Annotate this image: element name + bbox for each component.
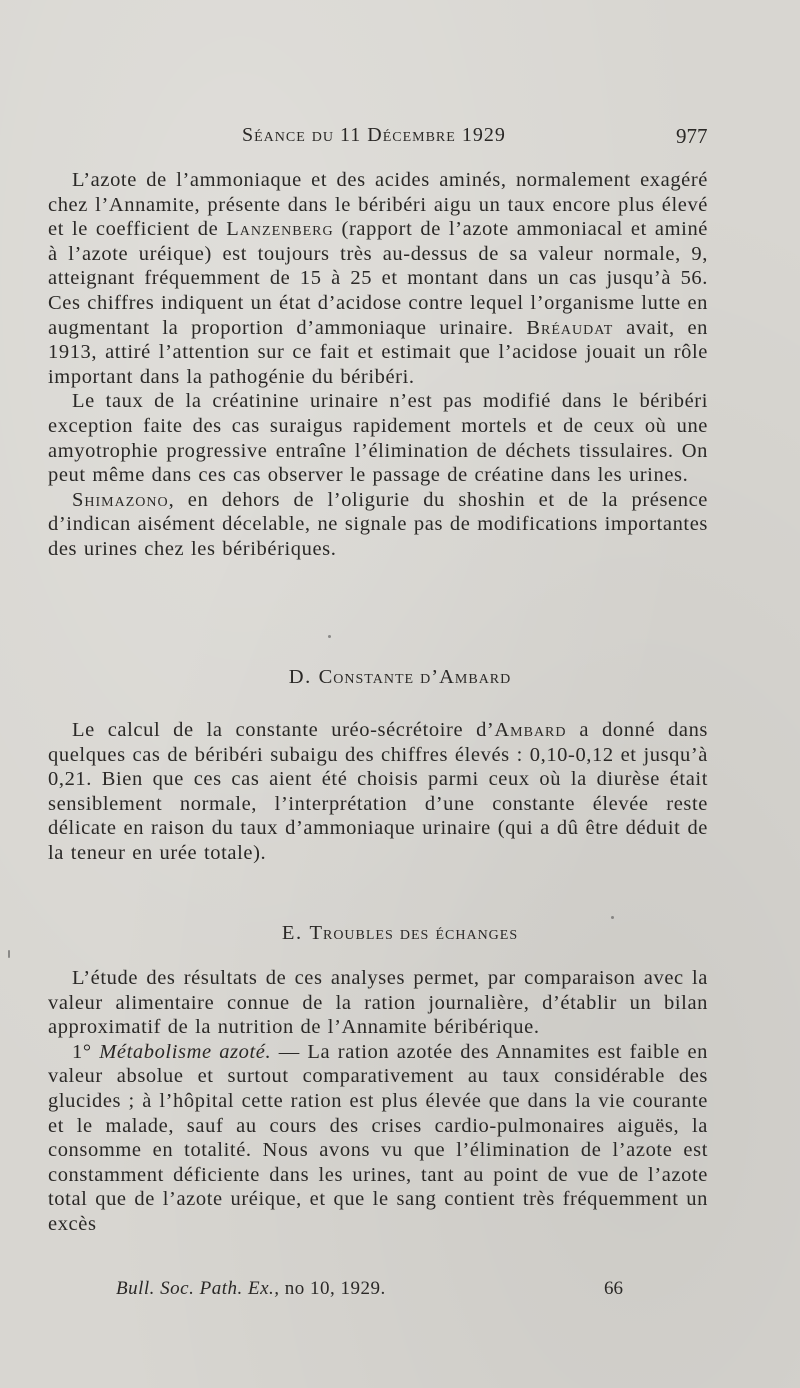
paragraph-ambard	[48, 718, 708, 866]
paragraph-ammonia	[48, 168, 708, 389]
body-text-section-e	[48, 966, 708, 1237]
signature-mark: 66	[604, 1278, 623, 1299]
text-span: avait, en 1913, attiré l’attention sur ce fait et estimait que l’acidose jouait un rôle important dans la pathogénie du béribéri.	[48, 316, 708, 388]
page-number: 977	[676, 124, 708, 148]
journal-name: Bull. Soc. Path. Ex.,	[116, 1278, 280, 1299]
paragraph-creatinine: Le taux de la créatinine urinaire n’est pas modifié dans le béribéri exception faite des cas suraigus rapidement mortels et de ceux où une amyotrophie progressive entraîne l’élimination de déchets tissulaires. On peut même dans ces cas observer le passage de créatine dans les urines.	[48, 390, 708, 487]
journal-citation	[116, 1278, 386, 1300]
author-name-shimazono: Shimazono	[72, 488, 169, 511]
paragraph-metabolisme	[48, 1040, 708, 1237]
section-letter: E.	[281, 922, 303, 944]
journal-issue: no 10, 1929.	[279, 1278, 386, 1299]
text-span: 1°	[72, 1040, 92, 1063]
author-name-breaudat: Bréaudat	[526, 316, 614, 339]
text-span: — La ration azotée des Annamites est faible en valeur absolue et surtout comparativement au taux considérable des glucides ; à l’hôpital cette ration est plus élevée que dans la vie courante et le malade, sauf au cours des crises cardio-pulmonaires aiguës, la consomme en totalité. Nous avons vu que l’élimination de l’azote est constamment déficiente dans les urines, tant au point de vue de l’azote total que de l’azote uréique, et que le sang contient très fréquemment un excès	[48, 1040, 709, 1235]
author-name-ambard: Ambard	[494, 719, 567, 741]
subheading-metabolisme: Métabolisme azoté.	[99, 1040, 272, 1063]
paragraph-shimazono	[48, 488, 708, 562]
paragraph-bilan: L’étude des résultats de ces analyses permet, par comparaison avec la valeur alimentaire connue de la ration journalière, d’établir un bilan approximatif de la nutrition de l’Annamite béribérique.	[48, 967, 708, 1039]
page-footer	[0, 1278, 800, 1308]
body-text-top	[48, 168, 708, 562]
section-title: Troubles des échanges	[309, 922, 519, 944]
text-span: a donné dans quelques cas de béribéri subaigu des chiffres élevés : 0,10-0,12 et jusqu’à 0,21. Bien que ces cas aient été choisis parmi ceux où la diurèse était sensiblement normale, l’interprétation d’une constante élevée reste délicate en raison du taux d’ammoniaque urinaire (qui a dû être déduit de la teneur en urée totale).	[48, 719, 709, 864]
text-span: Le calcul de la constante uréo-sécrétoire d’	[72, 719, 495, 741]
running-head-title: Séance du 11 Décembre 1929	[242, 124, 506, 146]
author-name-lanzenberg: Lanzenberg	[226, 218, 334, 241]
section-letter: D.	[288, 666, 312, 688]
text-span: L’azote de l’ammoniaque et des acides aminés, normalement exagéré chez l’Annamite, présente dans le béribéri aigu un taux encore plus élevé et le coefficient de	[48, 169, 708, 241]
section-heading-d	[0, 666, 800, 689]
section-title: Constante d’Ambard	[318, 666, 512, 688]
print-speck	[328, 635, 331, 638]
print-speck	[8, 950, 10, 958]
print-speck	[611, 916, 614, 919]
running-head	[0, 124, 800, 154]
text-span: (rapport de l’azote ammoniacal et aminé à l’azote uréique) est toujours très au-dessus de sa valeur normale, 9, atteignant fréquemment de 15 à 25 et montant dans un cas jusqu’à 56. Ces chiffres indiquent un état d’acidose contre lequel l’organisme lutte en augmentant la proportion d’ammoniaque urinaire.	[48, 218, 708, 339]
section-heading-e	[0, 922, 800, 945]
text-span: , en dehors de l’oligurie du shoshin et de la présence d’indican aisément décelable, ne signale pas de modifications importantes des urines chez les béribériques.	[48, 488, 708, 560]
body-text-section-d	[48, 718, 708, 866]
